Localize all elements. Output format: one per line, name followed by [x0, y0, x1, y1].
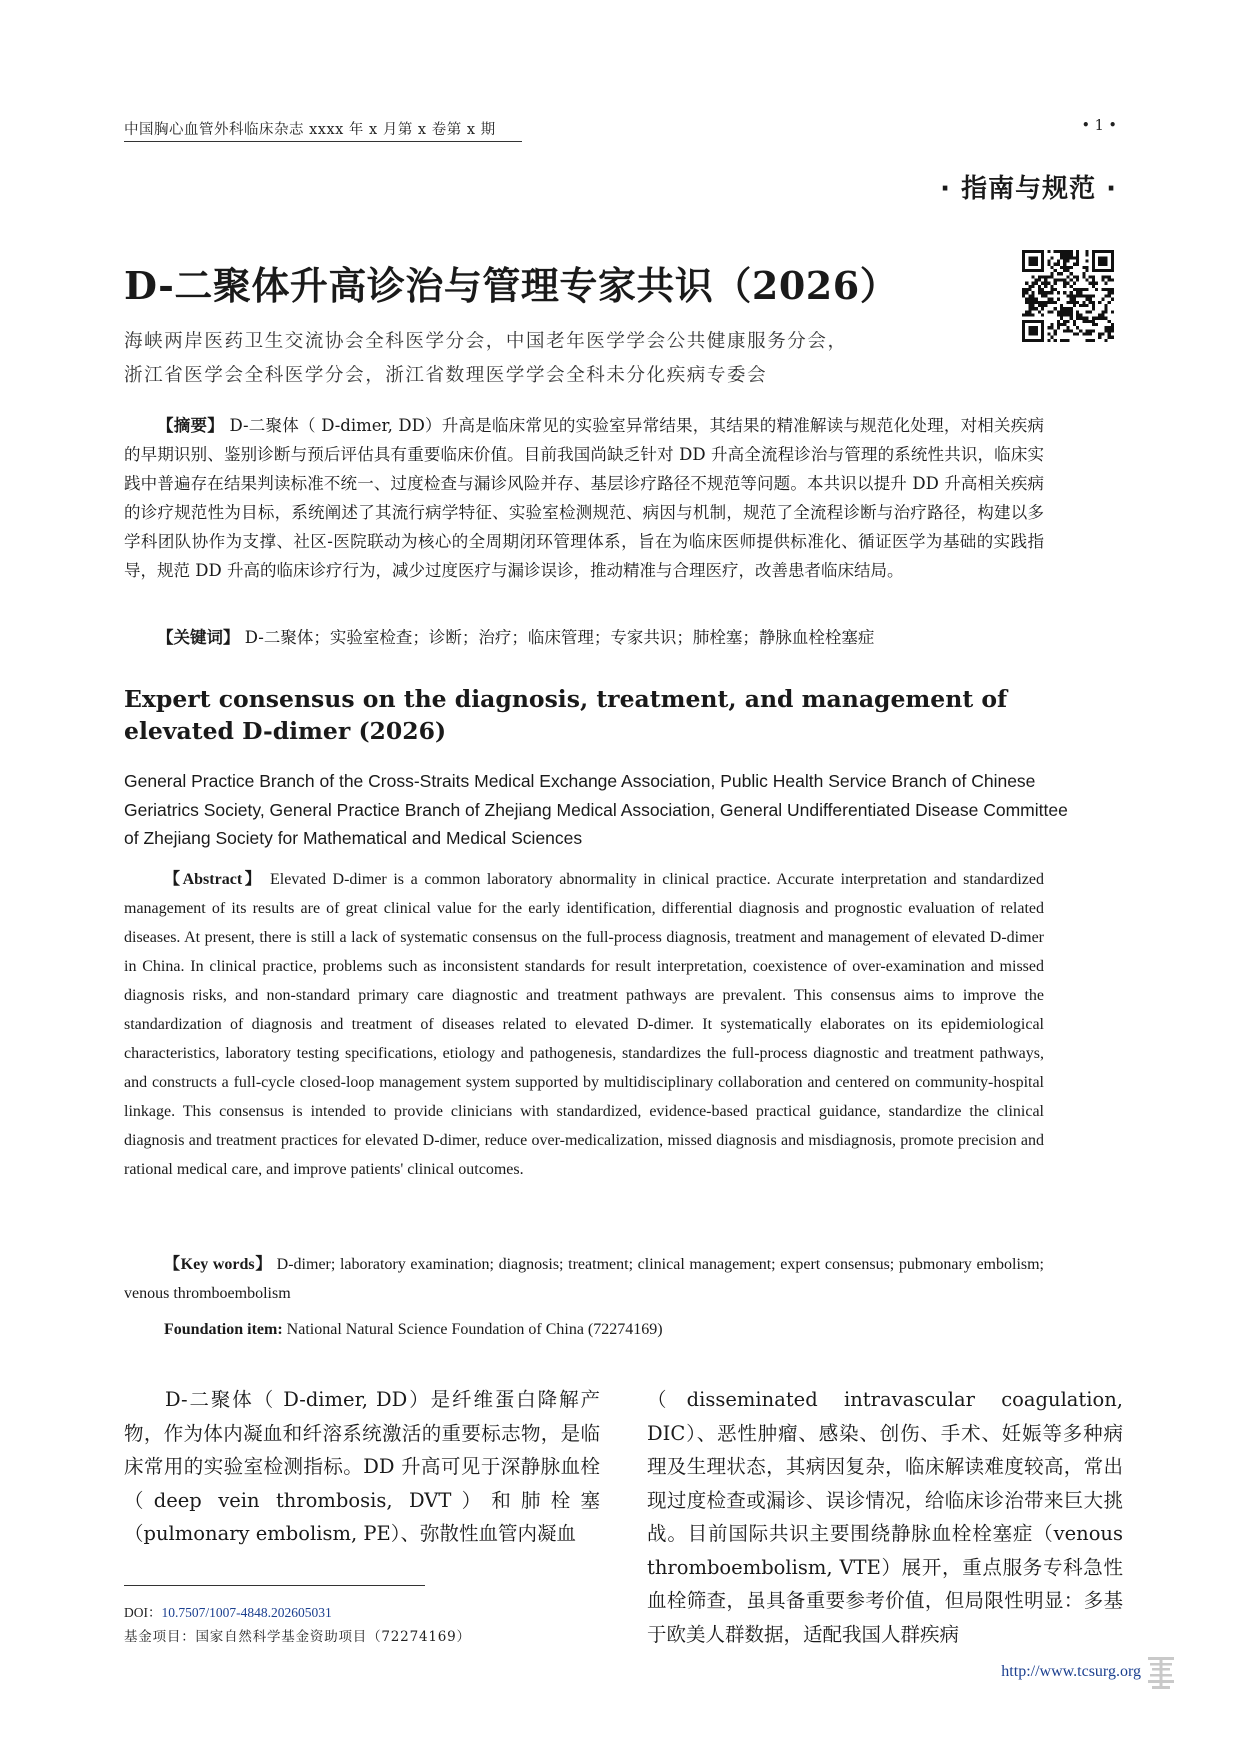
- keywords-en-label: 【Key words】: [164, 1256, 272, 1273]
- authors-cn-line-2: 浙江省医学会全科医学分会，浙江省数理医学学会全科未分化疾病专委会: [124, 365, 768, 386]
- keywords-cn-text: D-二聚体；实验室检查；诊断；治疗；临床管理；专家共识；肺栓塞；静脉血栓栓塞症: [244, 628, 875, 647]
- keywords-en: [124, 1250, 1044, 1308]
- article-title-en: Expert consensus on the diagnosis, treatment, and management of elevated D-dimer (2026): [124, 685, 1008, 745]
- doi-label: DOI：: [124, 1605, 162, 1620]
- keywords-cn-label: 【关键词】: [157, 628, 240, 647]
- keywords-en-text: D-dimer; laboratory examination; diagnosis; treatment; clinical management; expert consensus; pubmonary embolism; venous thromboembolism: [124, 1256, 1045, 1302]
- body-column-right: （disseminated intravascular coagulation, DIC）、恶性肿瘤、感染、创伤、手术、妊娠等多种病理及生理状态，其病因复杂，临床解读难度较高，常出现过度检查或漏诊、误诊情况，给临床诊治带来巨大挑战。目前国际共识主要围绕静脉血栓栓塞症（venous thromboembolism, VTE）展开，重点服务专科急性血栓筛查，虽具备重要参考价值，但局限性明显：多基于欧美人群数据，适配我国人群疾病: [647, 1388, 1123, 1646]
- keywords-cn: [124, 623, 1044, 652]
- journal-logo-icon: [1146, 1655, 1176, 1691]
- page-number: • 1 •: [1081, 118, 1117, 134]
- body-column-left: D-二聚体（ D-dimer, DD）是纤维蛋白降解产物，作为体内凝血和纤溶系统激活的重要标志物，是临床常用的实验室检测指标。DD 升高可见于深静脉血栓（deep vein thrombosis, DVT）和肺栓塞（pulmonary embolism, PE）、弥散性血管内凝血: [124, 1388, 600, 1545]
- footnote-doi: [124, 1601, 332, 1621]
- foundation-text: National Natural Science Foundation of China (72274169): [286, 1321, 663, 1338]
- foundation-label: Foundation item:: [164, 1321, 283, 1338]
- abstract-cn-label: 【摘要】: [157, 416, 224, 435]
- qr-code-icon[interactable]: [1022, 250, 1114, 342]
- running-header: 中国胸心血管外科临床杂志 xxxx 年 x 月第 x 卷第 x 期: [124, 122, 496, 138]
- abstract-en: [124, 865, 1044, 1184]
- abstract-cn: [124, 411, 1044, 585]
- authors-en: General Practice Branch of the Cross-Straits Medical Exchange Association, Public Health Service Branch of Chinese Geriatrics Society, General Practice Branch of Zhejiang Medical Association, General Undifferentiated Disease Committee of Zhejiang Society for Mathematical and Medical Sciences: [124, 771, 1068, 848]
- footnote-fund: 基金项目：国家自然科学基金资助项目（72274169）: [124, 1629, 471, 1645]
- abstract-en-label: 【Abstract】: [164, 871, 264, 888]
- foundation-item: [124, 1315, 1044, 1344]
- footer-url-link[interactable]: http://www.tcsurg.org: [1001, 1663, 1141, 1680]
- abstract-en-text: Elevated D-dimer is a common laboratory abnormality in clinical practice. Accurate interpretation and standardized management of its results are of great clinical value for the early identification, differential diagnosis and prognostic evaluation of related diseases. At present, there is still a lack of systematic consensus on the full-process diagnosis, treatment and management of elevated D-dimer in China. In clinical practice, problems such as inconsistent standards for result interpretation, coexistence of over-examination and missed diagnosis risks, and non-standard primary care diagnostic and treatment pathways are prevalent. This consensus aims to improve the standardization of diagnosis and treatment of diseases related to elevated D-dimer. It systematically elaborates on its epidemiological characteristics, laboratory testing specifications, etiology and pathogenesis, standardizes the full-process diagnostic and treatment pathways, and constructs a full-cycle closed-loop management system supported by multidisciplinary collaboration and centered on community-hospital linkage. This consensus is intended to provide clinicians with standardized, evidence-based practical guidance, standardize the clinical diagnosis and treatment practices for elevated D-dimer, reduce over-medicalization, missed diagnosis and misdiagnosis, promote precision and rational medical care, and improve patients' clinical outcomes.: [124, 871, 1044, 1178]
- footnote-rule: [124, 1585, 425, 1586]
- doi-link[interactable]: 10.7507/1007-4848.202605031: [161, 1605, 332, 1620]
- article-title-cn: D-二聚体升高诊治与管理专家共识（2026）: [124, 263, 899, 308]
- authors-cn-line-1: 海峡两岸医药卫生交流协会全科医学分会，中国老年医学学会公共健康服务分会，: [124, 331, 848, 352]
- header-rule: [124, 141, 522, 142]
- section-label: · 指南与规范 ·: [940, 174, 1117, 204]
- abstract-cn-text: D-二聚体（ D-dimer, DD）升高是临床常见的实验室异常结果，其结果的精准解读与规范化处理，对相关疾病的早期识别、鉴别诊断与预后评估具有重要临床价值。目前我国尚缺乏针对 DD 升高全流程诊治与管理的系统性共识，临床实践中普遍存在结果判读标准不统一、过度检查与漏诊风险并存、基层诊疗路径不规范等问题。本共识以提升 DD 升高相关疾病的诊疗规范性为目标，系统阐述了其流行病学特征、实验室检测规范、病因与机制，规范了全流程诊断与治疗路径，构建以多学科团队协作为支撑、社区-医院联动为核心的全周期闭环管理体系，旨在为临床医师提供标准化、循证医学为基础的实践指导，规范 DD 升高的临床诊疗行为，减少过度医疗与漏诊误诊，推动精准与合理医疗，改善患者临床结局。: [124, 416, 1045, 580]
